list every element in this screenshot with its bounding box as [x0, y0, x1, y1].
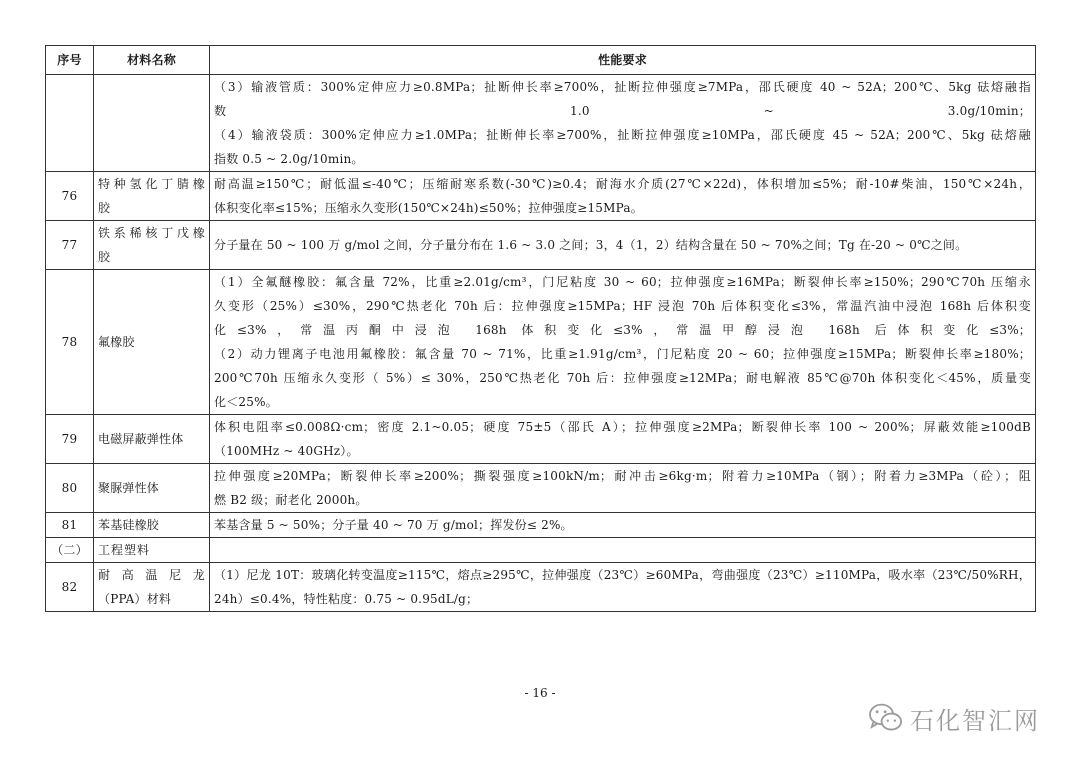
watermark-text: 石化智汇网 [910, 706, 1040, 735]
performance-requirement-cell [210, 270, 1036, 415]
row-index: 78 [46, 270, 94, 415]
requirement-line: 拉伸强度≥20MPa；断裂伸长率≥200%；撕裂强度≥100kN/m；耐冲击≥6kg·m；附着力≥10MPa（钢）；附着力≥3MPa（砼）；阻 [214, 469, 1031, 483]
requirement-line: （3）输液管质：300%定伸应力≥0.8MPa；扯断伸长率≥700%，扯断拉伸强度≥7MPa，邵氏硬度 40 ~ 52A；200℃、5kg 砝熔融指 [214, 80, 1031, 94]
material-name-line: （PPA）材料 [98, 592, 172, 606]
header-index: 序号 [46, 46, 94, 75]
material-name-line: 氟橡胶 [98, 335, 135, 349]
requirement-line: 体积电阻率≤0.008Ω·cm；密度 2.1~0.05；硬度 75±5（邵氏 A）；拉伸强度≥2MPa；断裂伸长率 100 ~ 200%；屏蔽效能≥100dB [214, 420, 1031, 434]
requirement-line: （1）全氟醚橡胶：氟含量 72%，比重≥2.01g/cm³，门尼粘度 30 ~ 60；拉伸强度≥16MPa；断裂伸长率≥150%；290℃70h 压缩永 [214, 275, 1031, 289]
material-name-line: 耐高温尼龙 [98, 568, 205, 582]
row-index: 79 [46, 415, 94, 464]
requirement-line: 化≤3%，常温丙酮中浸泡 168h 体积变化≤3%，常温甲醇浸泡 168h 后体积变化≤3%； [214, 323, 1031, 337]
material-name-line: 聚脲弹性体 [98, 481, 160, 495]
table-header-row [46, 46, 1036, 75]
material-name-cell [94, 415, 210, 464]
table-row [46, 172, 1036, 221]
requirement-line: 耐高温≥150℃；耐低温≤-40℃；压缩耐寒系数(-30℃)≥0.4；耐海水介质(27℃×22d)，体积增加≤5%；耐-10#柴油，150℃×24h， [214, 177, 1031, 191]
material-name-cell [94, 513, 210, 538]
table-row [46, 270, 1036, 415]
material-name-line: 电磁屏蔽弹性体 [98, 432, 184, 446]
row-index: 82 [46, 563, 94, 612]
material-name-line: 胶 [98, 250, 111, 264]
performance-requirement-cell [210, 172, 1036, 221]
performance-requirement-cell [210, 513, 1036, 538]
material-name-cell [94, 221, 210, 270]
table-row [46, 75, 1036, 172]
performance-requirement-cell [210, 464, 1036, 513]
performance-requirement-cell [210, 415, 1036, 464]
material-name-cell [94, 563, 210, 612]
row-index: 76 [46, 172, 94, 221]
spec-table [45, 45, 1036, 612]
requirement-line: 久变形（25%）≤30%，290℃热老化 70h 后：拉伸强度≥15MPa；HF 浸泡 70h 后体积变化≤3%，常温汽油中浸泡 168h 后体积变 [214, 299, 1031, 313]
performance-requirement-cell [210, 221, 1036, 270]
material-name-line: 铁系稀核丁戊橡 [98, 226, 205, 240]
table-row [46, 415, 1036, 464]
requirement-line: 体积变化率≤15%；压缩永久变形(150℃×24h)≤50%；拉伸强度≥15MPa。 [214, 201, 643, 215]
row-index: 81 [46, 513, 94, 538]
table-row [46, 513, 1036, 538]
row-index: 80 [46, 464, 94, 513]
table-row [46, 464, 1036, 513]
wechat-icon [868, 702, 904, 734]
row-index [46, 75, 94, 172]
requirement-line: （4）输液袋质：300%定伸应力≥1.0MPa；扯断伸长率≥700%，扯断拉伸强度≥10MPa，邵氏硬度 45 ~ 52A；200℃、5kg 砝熔融 [214, 128, 1031, 142]
table-row [46, 563, 1036, 612]
table-row [46, 221, 1036, 270]
requirement-line: 200℃70h 压缩永久变形（ 5%）≤ 30%，250℃热老化 70h 后：拉伸强度≥12MPa；耐电解液 85℃@70h 体积变化＜45%，质量变 [214, 371, 1031, 385]
material-name-cell [94, 538, 210, 563]
watermark [868, 700, 1040, 736]
header-material-name: 材料名称 [94, 46, 210, 75]
material-name-line: 胶 [98, 201, 111, 215]
material-name-cell [94, 172, 210, 221]
requirement-line: （100MHz ~ 40GHz）。 [214, 444, 359, 458]
material-name-line: 苯基硅橡胶 [98, 518, 160, 532]
material-name-cell [94, 464, 210, 513]
page-number: - 16 - [524, 686, 556, 700]
requirement-line: 燃 B2 级；耐老化 2000h。 [214, 493, 368, 507]
requirement-line: 指数 0.5 ~ 2.0g/10min。 [214, 152, 364, 166]
requirement-line: 苯基含量 5 ~ 50%；分子量 40 ~ 70 万 g/mol；挥发份≤ 2%。 [214, 518, 573, 532]
requirement-line: 数 1.0 ~ 3.0g/10min； [214, 104, 1031, 118]
material-name-line: 工程塑料 [98, 543, 151, 557]
requirement-line: （1）尼龙 10T：玻璃化转变温度≥115℃，熔点≥295℃，拉伸强度（23℃）≥60MPa，弯曲强度（23℃）≥110MPa，吸水率（23℃/50%RH， [214, 568, 1031, 582]
requirement-line: 分子量在 50 ~ 100 万 g/mol 之间，分子量分布在 1.6 ~ 3.0 之间；3，4（1，2）结构含量在 50 ~ 70%之间；Tg 在-20 ~ 0℃之间。 [214, 238, 968, 252]
material-name-cell [94, 75, 210, 172]
performance-requirement-cell [210, 538, 1036, 563]
table-category-row [46, 538, 1036, 563]
performance-requirement-cell [210, 563, 1036, 612]
requirement-line: 化＜25%。 [214, 395, 278, 409]
header-performance: 性能要求 [210, 46, 1036, 75]
requirement-line: 24h）≤0.4%，特性粘度：0.75 ~ 0.95dL/g； [214, 592, 479, 606]
material-name-cell [94, 270, 210, 415]
requirement-line: （2）动力锂离子电池用氟橡胶：氟含量 70 ~ 71%，比重≥1.91g/cm³，门尼粘度 20 ~ 60；拉伸强度≥15MPa；断裂伸长率≥180%； [214, 347, 1031, 361]
row-index: （二） [46, 538, 94, 563]
material-name-line: 特种氢化丁腈橡 [98, 177, 205, 191]
performance-requirement-cell [210, 75, 1036, 172]
row-index: 77 [46, 221, 94, 270]
